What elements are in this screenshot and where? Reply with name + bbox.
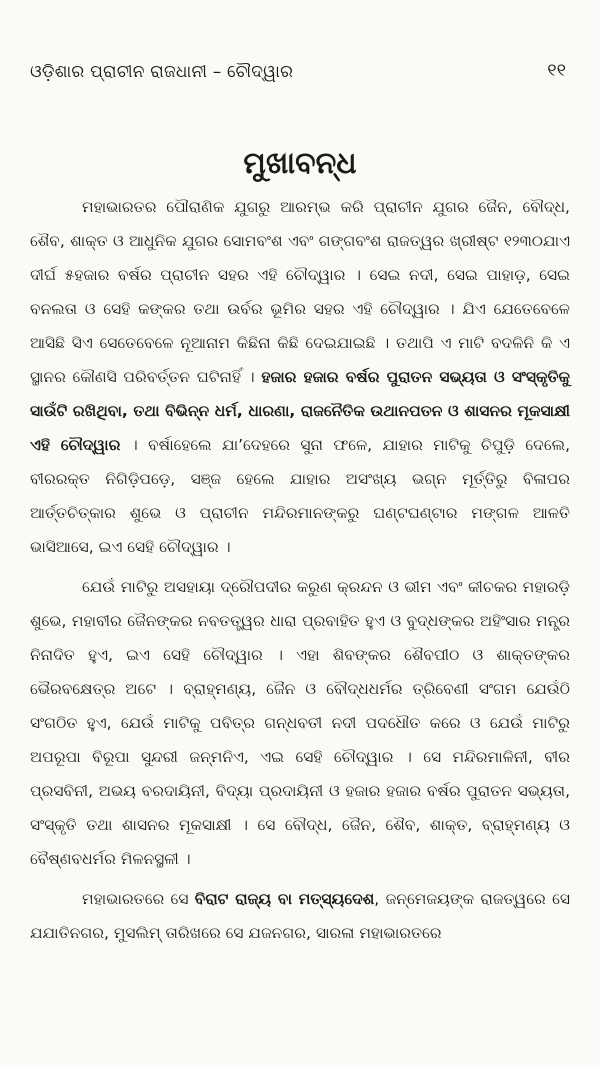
paragraph-2-text: ଯେଉଁ ମାଟିରୁ ଅସହାୟା ଦ୍ରୌପଦୀର କରୁଣ କ୍ରନ୍ଦନ ଓ ଭୀମ ଏବଂ କୀଚକର ମହାରଡ଼ି ଶୁଭେ, ମହାବୀର ଜୈନଙ୍କର ନବତତ୍ତ୍ୱର ଧାରା ପ୍ରବାହିତ ହୁଏ ଓ ବୁଦ୍ଧଙ୍କର ଅହିଂସାର ମନ୍ତ୍ର ନିନାଦିତ ହୁଏ, ଇଏ ସେହି ଚୌଦ୍ୱାର । ଏହା ଶିବଙ୍କର ଶୈବପୀଠ ଓ ଶାକ୍ତଙ୍କର ଭୈରବକ୍ଷେତ୍ର ଅଟେ । ବ୍ରାହ୍ମଣ୍ୟ, ଜୈନ ଓ ବୌଦ୍ଧଧର୍ମର ତ୍ରିବେଣୀ ସଂଗମ ଯେଉଁଠି ସଂଗଠିତ ହୁଏ, ଯେଉଁ ମାଟିକୁ ପବିତ୍ର ଗନ୍ଧବତୀ ନଦୀ ପଦଧୌତ କରେ ଓ ଯେଉଁ ମାଟିରୁ ଅପରୂପା ବିରୂପା ସୁନ୍ଦରୀ ଜନ୍ମନିଏ, ଏଇ ସେହି ଚୌଦ୍ୱାର । ସେ ମନ୍ଦିରମାଳିନୀ, ବୀର ପ୍ରସବିନୀ, ଅଭୟ ବରଦାୟିନୀ, ବିଦ୍ୟା ପ୍ରଦାୟିନୀ ଓ ହଜାର ହଜାର ବର୍ଷର ପୁରାତନ ସଭ୍ୟତା, ସଂସ୍କୃତି ତଥା ଶାସନର ମୂକସାକ୍ଷୀ । ସେ ବୌଦ୍ଧ, ଜୈନ, ଶୈବ, ଶାକ୍ତ, ବ୍ରାହ୍ମଣ୍ୟ ଓ ବୈଷ୍ଣବଧର୍ମର ମିଳନସ୍ଥଳୀ ।: [30, 578, 570, 868]
paragraph-1-text: ମହାଭାରତର ପୌରାଣିକ ଯୁଗରୁ ଆରମ୍ଭ କରି ପ୍ରାଚୀନ ଯୁଗର ଜୈନ, ବୌଦ୍ଧ, ଶୈବ, ଶାକ୍ତ ଓ ଆଧୁନିକ ଯୁଗର ସୋମବଂଶ ଏବଂ ଗଙ୍ଗବଂଶ ରାଜତ୍ୱର ଖ୍ରୀଷ୍ଟ ୧୨୩୦ଯାଏ ଦୀର୍ଘ ୫ହଜାର ବର୍ଷର ପ୍ରାଚୀନ ସହର ଏହି ଚୌଦ୍ୱାର । ସେଇ ନଦୀ, ସେଇ ପାହାଡ଼, ସେଇ ବନଲତା ଓ ସେହି କଙ୍କର ତଥା ଉର୍ବର ଭୂମିର ସହର ଏହି ଚୌଦ୍ୱାର । ଯିଏ ଯେତେବେଳେ ଆସିଛି ସିଏ ସେତେବେଳେ ନୂଆନାମ କିଛିନା କିଛି ଦେଇଯାଇଛି । ତଥାପି ଏ ମାଟି ବଦଳିନି କି ଏ ସ୍ଥାନର କୌଣସି ପରିବର୍ତ୍ତନ ଘଟିନାହିଁ ।: [30, 198, 570, 386]
paragraph-3-bold-text: ବିରାଟ ରାଜ୍ୟ ବା ମତ୍ସ୍ୟଦେଶ: [194, 890, 375, 908]
paragraph-2: [30, 570, 570, 876]
paragraph-1-text-continued: । ବର୍ଷାହେଲେ ଯା’ଦେହରେ ସୁନା ଫଳେ, ଯାହାର ମାଟିକୁ ଚିପୁଡ଼ି ଦେଲେ, ବୀରରକ୍ତ ନିଗିଡ଼ିପଡ଼େ, ସଞ୍ଜ ହେଲେ ଯାହାର ଅସଂଖ୍ୟ ଭଗ୍ନ ମୂର୍ତ୍ତିରୁ ବିଳାପର ଆର୍ତ୍ତଚିତ୍କାର ଶୁଭେ ଓ ପ୍ରାଚୀନ ମନ୍ଦିରମାନଙ୍କରୁ ଘଣ୍ଟଘଣ୍ଟାର ମଙ୍ଗଳ ଆଳତି ଭାସିଆସେ, ଇଏ ସେହି ଚୌଦ୍ୱାର ।: [30, 436, 571, 556]
body-text: [30, 190, 570, 950]
paragraph-3-text: ମହାଭାରତରେ ସେ: [82, 890, 195, 908]
page-number: ୧୧: [547, 60, 566, 81]
running-header-title: ଓଡ଼ିଶାର ପ୍ରାଚୀନ ରାଜଧାନୀ – ଚୌଦ୍ୱାର: [30, 62, 294, 82]
paragraph-3-text-continued: , ଜନ୍ମେଜୟଙ୍କ ରାଜତ୍ୱରେ ସେ ଯଯାତିନଗର, ମୁସଲିମ୍ ତାରିଖରେ ସେ ଯଜନଗର, ସାରଳା ମହାଭାରତରେ: [30, 890, 570, 942]
section-title: ମୁଖାବନ୍ଧ: [243, 146, 357, 181]
paragraph-1-bold-text: ହଜାର ହଜାର ବର୍ଷର ପୁରାତନ ସଭ୍ୟତା ଓ ସଂସ୍କୃତିକୁ ସାଉଁଟି ରଖିଥିବା, ତଥା ବିଭିନ୍ନ ଧର୍ମ, ଧାରଣା, ରାଜନୈତିକ ଉଥାନପତନ ଓ ଶାସନର ମୂକସାକ୍ଷୀ ଏହି ଚୌଦ୍ୱାର: [30, 368, 570, 454]
paragraph-1: [30, 190, 570, 564]
paragraph-3: [30, 882, 570, 950]
